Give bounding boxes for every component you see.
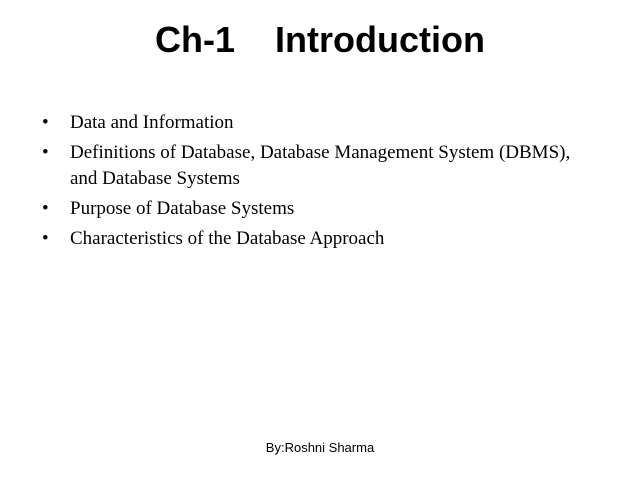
bullet-icon: • [42,228,49,249]
bullet-text: Definitions of Database, Database Management System (DBMS), and Database Systems [70,142,571,189]
bullet-text: Data and Information [70,112,234,133]
bullet-icon: • [42,112,49,133]
bullet-text: Purpose of Database Systems [70,198,295,219]
bullet-item-purpose [42,196,602,222]
bullet-icon: • [42,198,49,219]
bullet-item-characteristics [42,226,602,252]
slide-footer-author: By:Roshni Sharma [265,440,375,455]
bullet-list [42,110,602,256]
bullet-text: Characteristics of the Database Approach [70,228,385,249]
bullet-item-data-information [42,110,602,136]
slide-title: Ch-1 Introduction [155,19,485,60]
bullet-icon: • [42,142,49,163]
bullet-item-definitions [42,140,602,192]
